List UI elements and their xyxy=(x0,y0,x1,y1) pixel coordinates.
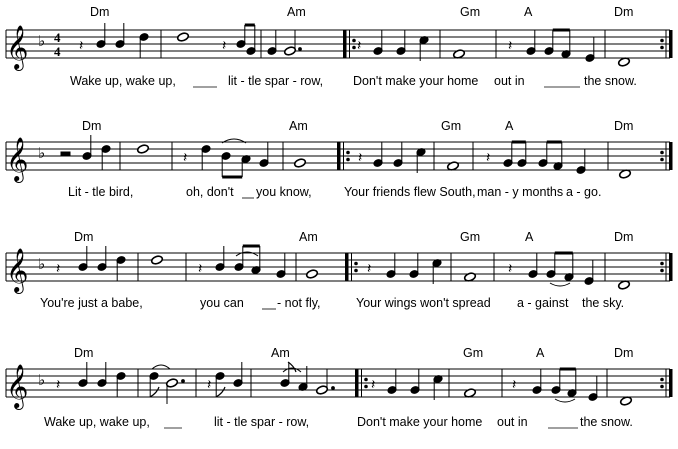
system-2 xyxy=(6,119,673,199)
quarter-rest-icon: 𝄽 xyxy=(512,377,517,393)
chord-am: Am xyxy=(271,346,290,360)
chord-dm: Dm xyxy=(82,119,102,133)
lyric-segment: you can xyxy=(200,296,244,310)
chord-dm-end: Dm xyxy=(614,119,634,133)
lyric-segment: you know, xyxy=(256,185,312,199)
quarter-rest-icon: 𝄽 xyxy=(79,38,84,54)
quarter-rest-icon: 𝄽 xyxy=(358,150,363,166)
lyrics xyxy=(70,74,637,88)
chord-gm: Gm xyxy=(463,346,484,360)
quarter-rest-icon: 𝄽 xyxy=(486,150,491,166)
quarter-rest-icon: 𝄽 xyxy=(371,377,376,393)
chord-a: A xyxy=(525,230,534,244)
lyric-segment: Your wings won't spread xyxy=(356,296,491,310)
lyric-segment: the sky. xyxy=(582,296,625,310)
quarter-rest-icon: 𝄽 xyxy=(367,261,372,277)
chord-am: Am xyxy=(287,5,306,19)
chord-a: A xyxy=(505,119,514,133)
lyric-segment: oh, don't xyxy=(186,185,234,199)
svg-text:4: 4 xyxy=(54,44,61,59)
chord-dm: Dm xyxy=(74,230,94,244)
lyrics xyxy=(44,415,633,429)
chord-gm: Gm xyxy=(441,119,462,133)
lyric-segment: lit - tle spar - row, xyxy=(214,415,310,429)
quarter-rest-icon: 𝄽 xyxy=(198,261,203,277)
chord-dm: Dm xyxy=(90,5,110,19)
chord-symbols xyxy=(74,346,633,360)
chord-am: Am xyxy=(289,119,308,133)
system-4 xyxy=(6,346,673,429)
chord-dm-end: Dm xyxy=(614,346,634,360)
lyric-segment: a - gainst xyxy=(517,296,569,310)
quarter-rest-icon: 𝄽 xyxy=(207,377,212,393)
quarter-rest-icon: 𝄽 xyxy=(222,38,227,54)
flat-key-signature-icon: ♭ xyxy=(38,255,46,273)
lyric-segment: out in xyxy=(497,415,528,429)
quarter-rest-icon: 𝄽 xyxy=(508,38,513,54)
quarter-rest-icon: 𝄽 xyxy=(183,150,188,166)
lyric-segment: Lit - tle bird, xyxy=(68,185,134,199)
lyric-segment: Don't make your home xyxy=(353,74,479,88)
time-signature xyxy=(54,30,61,59)
lyrics xyxy=(40,296,624,310)
system-1 xyxy=(6,5,673,88)
flat-key-signature-icon: ♭ xyxy=(38,32,46,50)
quarter-rest-icon: 𝄽 xyxy=(508,261,513,277)
lyric-segment: the snow. xyxy=(584,74,637,88)
chord-gm: Gm xyxy=(460,5,481,19)
svg-text:4: 4 xyxy=(54,30,61,45)
quarter-rest-icon: 𝄽 xyxy=(56,377,61,393)
quarter-rest-icon: 𝄽 xyxy=(357,38,362,54)
lyric-segment: Wake up, wake up, xyxy=(44,415,150,429)
chord-symbols xyxy=(90,5,633,19)
chord-am: Am xyxy=(299,230,318,244)
chord-symbols xyxy=(82,119,633,133)
chord-dm-end: Dm xyxy=(614,5,634,19)
treble-clef-icon: 𝄞 xyxy=(6,364,29,408)
chord-a: A xyxy=(524,5,533,19)
lyrics xyxy=(68,185,601,199)
treble-clef-icon: 𝄞 xyxy=(6,25,29,69)
lyric-segment: Your friends flew South, xyxy=(344,185,476,199)
chord-a: A xyxy=(536,346,545,360)
flat-key-signature-icon: ♭ xyxy=(38,371,46,389)
lyric-segment: out in xyxy=(494,74,525,88)
lyric-segment: Don't make your home xyxy=(357,415,483,429)
lyric-segment: a - go. xyxy=(566,185,602,199)
flat-key-signature-icon: ♭ xyxy=(38,144,46,162)
chord-dm-end: Dm xyxy=(614,230,634,244)
treble-clef-icon: 𝄞 xyxy=(6,137,29,181)
half-rest-icon xyxy=(61,152,70,156)
system-3 xyxy=(6,230,673,310)
chord-gm: Gm xyxy=(460,230,481,244)
lyric-segment: You're just a babe, xyxy=(40,296,143,310)
chord-dm: Dm xyxy=(74,346,94,360)
lyric-segment: - not fly, xyxy=(277,296,321,310)
lyric-segment: lit - tle spar - row, xyxy=(228,74,324,88)
quarter-rest-icon: 𝄽 xyxy=(56,261,61,277)
lyric-segment: the snow. xyxy=(580,415,633,429)
lyric-segment: Wake up, wake up, xyxy=(70,74,176,88)
treble-clef-icon: 𝄞 xyxy=(6,248,29,292)
lyric-segment: man - y months xyxy=(477,185,564,199)
chord-symbols xyxy=(74,230,633,244)
